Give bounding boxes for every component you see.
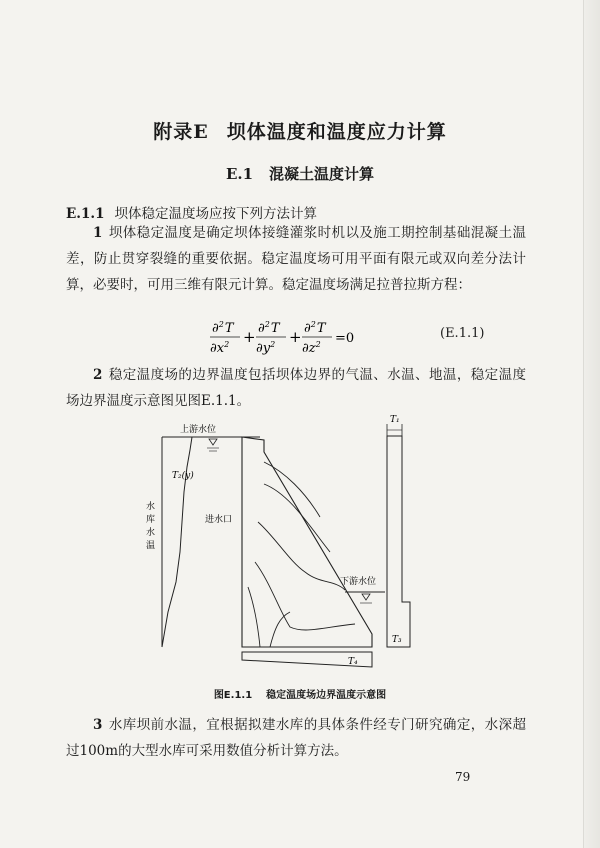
svg-text:温: 温 [146,541,156,551]
svg-text:∂z2: $\partial z^2$ [302,340,321,356]
item-text: 坝体稳定温度是确定坝体接缝灌浆时机以及施工期控制基础混凝土温差，防止贯穿裂缝的重要依据。稳定温度场可用平面有限元或双向差分法计算，必要时，可用三维有限元计算。稳定温度场满足拉普拉斯方程： [66,225,526,293]
t2-label: T₂(y) [172,471,194,481]
water-level-icon [362,594,370,600]
item-number: 1 [93,225,103,241]
equation-svg [210,318,390,358]
svg-text:+: + [243,328,256,346]
boundary-temperature-figure [140,412,440,676]
t1-label: T₁ [390,415,400,425]
clause-text: 坝体稳定温度场应按下列方法计算 [114,206,317,222]
laplace-equation [210,318,390,362]
page-number: 79 [455,770,471,784]
figure-caption-text: 稳定温度场边界温度示意图 [266,690,387,701]
svg-text:∂2T: ∂$^2$T [212,320,234,336]
item-number: 3 [93,717,103,733]
dam-outline [242,437,372,647]
svg-text:水: 水 [146,502,156,512]
svg-text:∂2T: ∂$^2$T [304,320,326,336]
section-title [0,163,600,184]
item-number: 2 [93,367,103,383]
equation-number: (E.1.1) [440,326,485,341]
downstream-level-label: 下游水位 [340,577,377,587]
section-title-text: 混凝土温度计算 [269,165,375,183]
section-code: E.1 [225,165,254,183]
intake-label: 进水口 [205,515,233,525]
svg-text:+: + [289,328,302,346]
appendix-title-text: 坝体温度和温度应力计算 [226,121,447,143]
appendix-code: 附录E [153,121,209,143]
appendix-title [0,117,600,144]
t3-label: T₃ [392,635,402,645]
paragraph-item-2 [66,362,526,414]
svg-text:∂2T: ∂$^2$T [258,320,280,336]
item-text: 稳定温度场的边界温度包括坝体边界的气温、水温、地温，稳定温度场边界温度示意图见图E.1.1。 [66,367,526,409]
item-text: 水库坝前水温，宜根据拟建水库的具体条件经专门研究确定，水深超过100m的大型水库可采用数值分析计算方法。 [66,717,526,759]
clause-heading [66,202,317,222]
upstream-level-label: 上游水位 [180,425,217,435]
svg-text:水: 水 [146,528,156,538]
clause-code: E.1.1 [66,206,105,222]
figure-code: 图E.1.1 [213,690,253,701]
t4-label: T₄ [348,657,358,667]
figure-svg [140,412,440,672]
svg-text:∂y2: $\partial y^2$ [256,340,276,356]
svg-text:=0: =0 [335,331,355,346]
water-level-icon [209,439,217,445]
figure-caption [0,686,600,701]
svg-text:∂x2: $\partial x^2$ [210,340,230,356]
paragraph-item-1 [66,220,526,298]
svg-text:库: 库 [146,515,156,525]
paragraph-item-3 [66,712,526,764]
